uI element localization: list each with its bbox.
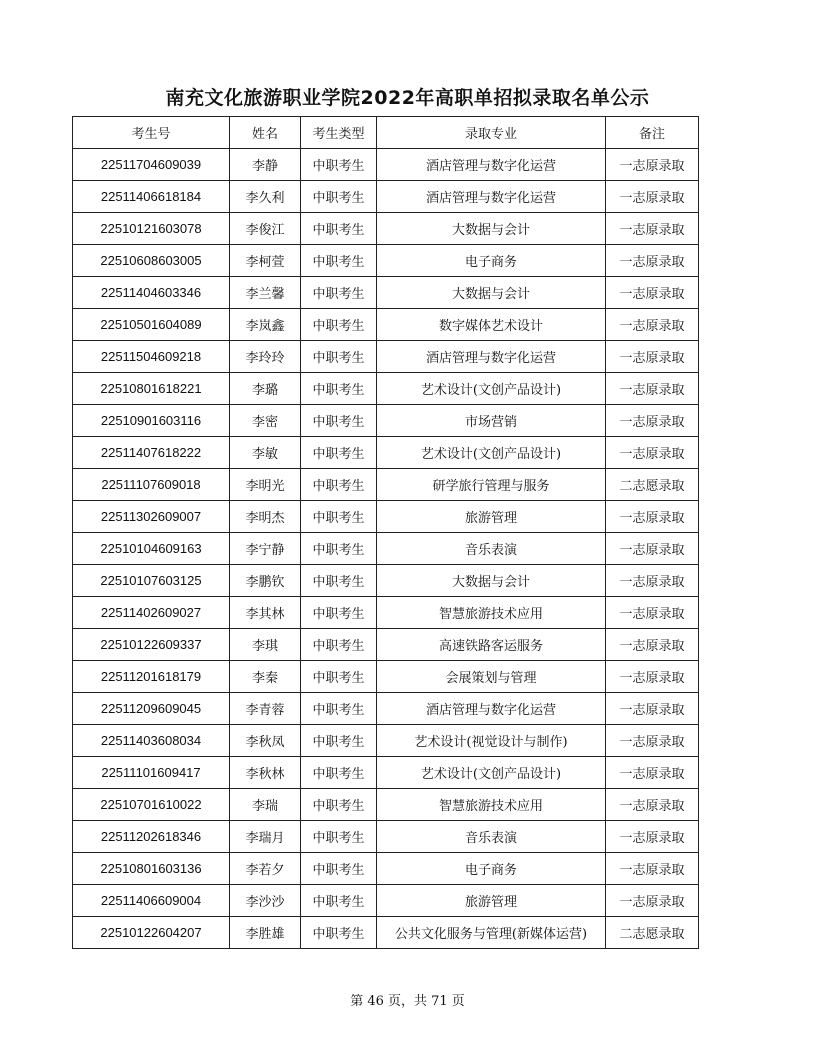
table-row <box>73 597 699 629</box>
major-cell: 高速铁路客运服务 <box>377 629 606 661</box>
remark-cell: 一志原录取 <box>606 213 699 245</box>
name-cell: 李沙沙 <box>230 885 301 917</box>
remark-cell: 一志原录取 <box>606 309 699 341</box>
major-cell: 艺术设计(文创产品设计) <box>377 757 606 789</box>
name-cell: 李岚鑫 <box>230 309 301 341</box>
major-cell: 电子商务 <box>377 245 606 277</box>
remark-cell: 一志原录取 <box>606 629 699 661</box>
name-cell: 李明杰 <box>230 501 301 533</box>
candidate-type-cell: 中职考生 <box>301 629 377 661</box>
header-candidate-type: 考生类型 <box>301 117 377 149</box>
major-cell: 艺术设计(视觉设计与制作) <box>377 725 606 757</box>
table-header-row <box>73 117 699 149</box>
remark-cell: 一志原录取 <box>606 565 699 597</box>
table-row <box>73 437 699 469</box>
table-row <box>73 149 699 181</box>
table-row <box>73 277 699 309</box>
candidate-type-cell: 中职考生 <box>301 277 377 309</box>
exam-number-cell: 22511201618179 <box>73 661 230 693</box>
remark-cell: 一志原录取 <box>606 853 699 885</box>
remark-cell: 一志原录取 <box>606 149 699 181</box>
exam-number-cell: 22510122609337 <box>73 629 230 661</box>
table-row <box>73 533 699 565</box>
exam-number-cell: 22510501604089 <box>73 309 230 341</box>
candidate-type-cell: 中职考生 <box>301 181 377 213</box>
table-body <box>73 149 699 949</box>
major-cell: 旅游管理 <box>377 885 606 917</box>
name-cell: 李敏 <box>230 437 301 469</box>
major-cell: 大数据与会计 <box>377 277 606 309</box>
name-cell: 李柯萱 <box>230 245 301 277</box>
candidate-type-cell: 中职考生 <box>301 789 377 821</box>
page-footer: 第 46 页，共 71 页 <box>350 994 465 1009</box>
page-title: 南充文化旅游职业学院2022年高职单招拟录取名单公示 <box>165 87 650 109</box>
remark-cell: 一志原录取 <box>606 533 699 565</box>
major-cell: 音乐表演 <box>377 821 606 853</box>
table-row <box>73 821 699 853</box>
exam-number-cell: 22511404603346 <box>73 277 230 309</box>
remark-cell: 一志原录取 <box>606 789 699 821</box>
remark-cell: 一志原录取 <box>606 181 699 213</box>
name-cell: 李青蓉 <box>230 693 301 725</box>
name-cell: 李秋凤 <box>230 725 301 757</box>
candidate-type-cell: 中职考生 <box>301 533 377 565</box>
major-cell: 智慧旅游技术应用 <box>377 789 606 821</box>
table-row <box>73 725 699 757</box>
major-cell: 旅游管理 <box>377 501 606 533</box>
candidate-type-cell: 中职考生 <box>301 917 377 949</box>
name-cell: 李宁静 <box>230 533 301 565</box>
name-cell: 李密 <box>230 405 301 437</box>
name-cell: 李鹏钦 <box>230 565 301 597</box>
name-cell: 李玲玲 <box>230 341 301 373</box>
table-row <box>73 213 699 245</box>
exam-number-cell: 22510107603125 <box>73 565 230 597</box>
exam-number-cell: 22510122604207 <box>73 917 230 949</box>
table-row <box>73 917 699 949</box>
remark-cell: 一志原录取 <box>606 757 699 789</box>
remark-cell: 一志原录取 <box>606 437 699 469</box>
table-row <box>73 853 699 885</box>
major-cell: 市场营销 <box>377 405 606 437</box>
header-exam-number: 考生号 <box>73 117 230 149</box>
name-cell: 李璐 <box>230 373 301 405</box>
exam-number-cell: 22511202618346 <box>73 821 230 853</box>
remark-cell: 一志原录取 <box>606 277 699 309</box>
remark-cell: 一志原录取 <box>606 821 699 853</box>
candidate-type-cell: 中职考生 <box>301 341 377 373</box>
exam-number-cell: 22510121603078 <box>73 213 230 245</box>
major-cell: 酒店管理与数字化运营 <box>377 149 606 181</box>
candidate-type-cell: 中职考生 <box>301 501 377 533</box>
exam-number-cell: 22510801618221 <box>73 373 230 405</box>
exam-number-cell: 22511107609018 <box>73 469 230 501</box>
name-cell: 李久利 <box>230 181 301 213</box>
table-row <box>73 885 699 917</box>
table-row <box>73 309 699 341</box>
major-cell: 音乐表演 <box>377 533 606 565</box>
exam-number-cell: 22511406609004 <box>73 885 230 917</box>
exam-number-cell: 22511101609417 <box>73 757 230 789</box>
candidate-type-cell: 中职考生 <box>301 821 377 853</box>
table-row <box>73 501 699 533</box>
candidate-type-cell: 中职考生 <box>301 725 377 757</box>
exam-number-cell: 22511209609045 <box>73 693 230 725</box>
name-cell: 李瑞月 <box>230 821 301 853</box>
remark-cell: 一志原录取 <box>606 597 699 629</box>
table-row <box>73 405 699 437</box>
candidate-type-cell: 中职考生 <box>301 373 377 405</box>
table-row <box>73 789 699 821</box>
major-cell: 智慧旅游技术应用 <box>377 597 606 629</box>
candidate-type-cell: 中职考生 <box>301 597 377 629</box>
candidate-type-cell: 中职考生 <box>301 757 377 789</box>
name-cell: 李若夕 <box>230 853 301 885</box>
name-cell: 李秋林 <box>230 757 301 789</box>
name-cell: 李俊江 <box>230 213 301 245</box>
major-cell: 电子商务 <box>377 853 606 885</box>
table-row <box>73 565 699 597</box>
name-cell: 李静 <box>230 149 301 181</box>
major-cell: 酒店管理与数字化运营 <box>377 181 606 213</box>
table-row <box>73 245 699 277</box>
remark-cell: 一志原录取 <box>606 885 699 917</box>
remark-cell: 一志原录取 <box>606 245 699 277</box>
candidate-type-cell: 中职考生 <box>301 565 377 597</box>
remark-cell: 一志原录取 <box>606 725 699 757</box>
candidate-type-cell: 中职考生 <box>301 309 377 341</box>
candidate-type-cell: 中职考生 <box>301 885 377 917</box>
exam-number-cell: 22511704609039 <box>73 149 230 181</box>
table-row <box>73 341 699 373</box>
table-row <box>73 373 699 405</box>
name-cell: 李其林 <box>230 597 301 629</box>
table-row <box>73 693 699 725</box>
candidate-type-cell: 中职考生 <box>301 245 377 277</box>
name-cell: 李明光 <box>230 469 301 501</box>
table-row <box>73 181 699 213</box>
table-row <box>73 757 699 789</box>
name-cell: 李胜雄 <box>230 917 301 949</box>
name-cell: 李兰馨 <box>230 277 301 309</box>
major-cell: 大数据与会计 <box>377 213 606 245</box>
major-cell: 酒店管理与数字化运营 <box>377 341 606 373</box>
major-cell: 研学旅行管理与服务 <box>377 469 606 501</box>
major-cell: 艺术设计(文创产品设计) <box>377 373 606 405</box>
exam-number-cell: 22511403608034 <box>73 725 230 757</box>
table-row <box>73 629 699 661</box>
major-cell: 公共文化服务与管理(新媒体运营) <box>377 917 606 949</box>
exam-number-cell: 22511504609218 <box>73 341 230 373</box>
header-name: 姓名 <box>230 117 301 149</box>
candidate-type-cell: 中职考生 <box>301 437 377 469</box>
remark-cell: 一志原录取 <box>606 501 699 533</box>
remark-cell: 一志原录取 <box>606 661 699 693</box>
exam-number-cell: 22511302609007 <box>73 501 230 533</box>
candidate-type-cell: 中职考生 <box>301 405 377 437</box>
header-remark: 备注 <box>606 117 699 149</box>
table-row <box>73 469 699 501</box>
candidate-type-cell: 中职考生 <box>301 149 377 181</box>
exam-number-cell: 22510608603005 <box>73 245 230 277</box>
name-cell: 李琪 <box>230 629 301 661</box>
exam-number-cell: 22510801603136 <box>73 853 230 885</box>
major-cell: 酒店管理与数字化运营 <box>377 693 606 725</box>
major-cell: 会展策划与管理 <box>377 661 606 693</box>
candidate-type-cell: 中职考生 <box>301 693 377 725</box>
major-cell: 艺术设计(文创产品设计) <box>377 437 606 469</box>
remark-cell: 一志原录取 <box>606 405 699 437</box>
table-row <box>73 661 699 693</box>
exam-number-cell: 22511406618184 <box>73 181 230 213</box>
exam-number-cell: 22510701610022 <box>73 789 230 821</box>
candidate-type-cell: 中职考生 <box>301 661 377 693</box>
admission-table <box>72 116 699 949</box>
exam-number-cell: 22511402609027 <box>73 597 230 629</box>
exam-number-cell: 22510901603116 <box>73 405 230 437</box>
remark-cell: 二志愿录取 <box>606 917 699 949</box>
candidate-type-cell: 中职考生 <box>301 213 377 245</box>
exam-number-cell: 22510104609163 <box>73 533 230 565</box>
name-cell: 李秦 <box>230 661 301 693</box>
candidate-type-cell: 中职考生 <box>301 853 377 885</box>
remark-cell: 二志愿录取 <box>606 469 699 501</box>
major-cell: 大数据与会计 <box>377 565 606 597</box>
remark-cell: 一志原录取 <box>606 373 699 405</box>
candidate-type-cell: 中职考生 <box>301 469 377 501</box>
header-major: 录取专业 <box>377 117 606 149</box>
exam-number-cell: 22511407618222 <box>73 437 230 469</box>
remark-cell: 一志原录取 <box>606 693 699 725</box>
major-cell: 数字媒体艺术设计 <box>377 309 606 341</box>
name-cell: 李瑞 <box>230 789 301 821</box>
remark-cell: 一志原录取 <box>606 341 699 373</box>
